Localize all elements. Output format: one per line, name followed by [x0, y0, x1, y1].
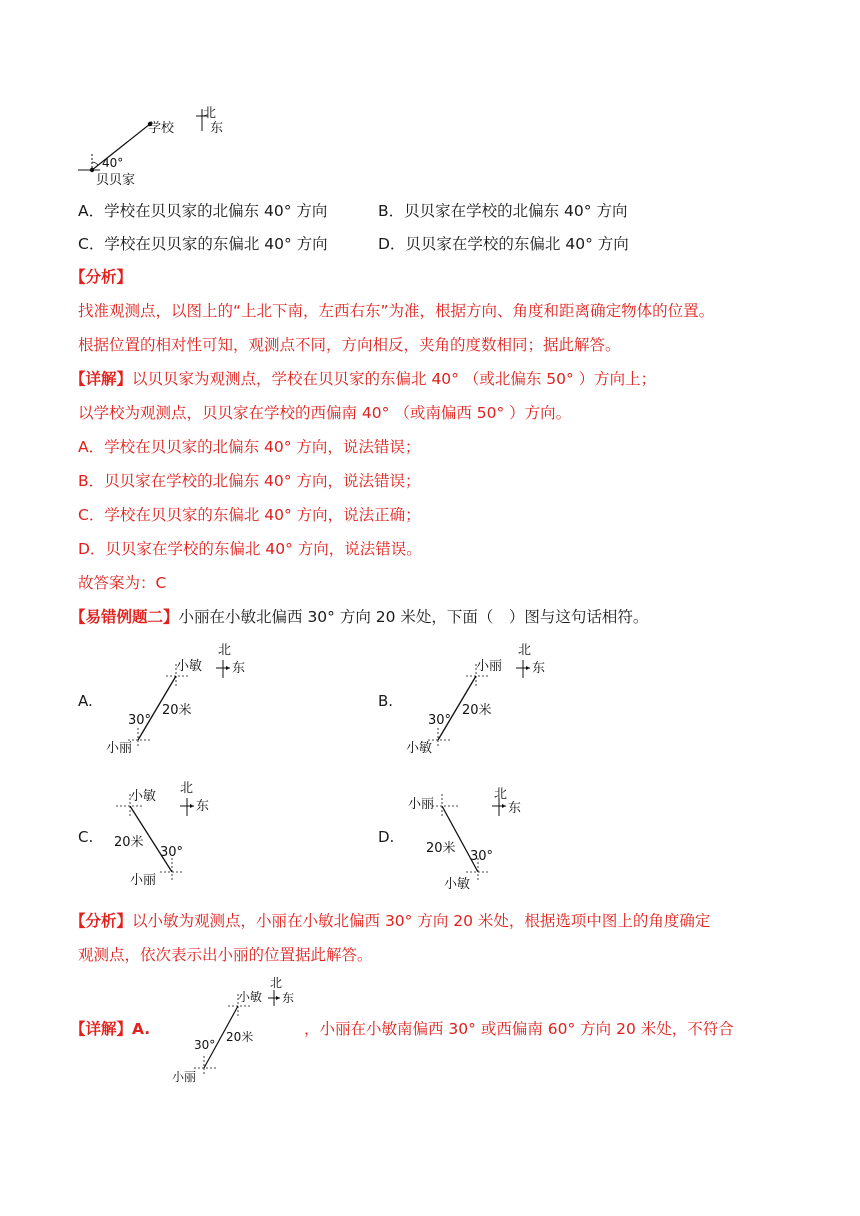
detail-text-1: 以贝贝家为观测点，学校在贝贝家的东偏北 40° （或北偏东 50° ）方向上； [132, 370, 657, 388]
label-school: 学校 [148, 121, 175, 136]
option-c: C．学校在贝贝家的东偏北 40° 方向 [78, 235, 328, 253]
detail-line-1 [70, 368, 656, 390]
fig-d-letter: D. [378, 828, 395, 846]
figure-option-b [400, 640, 570, 760]
detail-fig-dist: 20米 [226, 1030, 254, 1044]
fig-a-north: 北 [218, 643, 232, 658]
figure-option-d [406, 778, 576, 898]
fig-c-angle: 30° [160, 845, 184, 860]
figure-detail-a [168, 976, 318, 1086]
fig-a-dist: 20米 [162, 703, 192, 718]
fig-d-east: 东 [508, 801, 522, 816]
detail-option-a: A．学校在贝贝家的北偏东 40° 方向，说法错误； [78, 438, 421, 456]
figure-school-home [76, 104, 236, 194]
analysis-line-2: 根据位置的相对性可知，观测点不同，方向相反，夹角的度数相同；据此解答。 [78, 336, 621, 354]
detail-2-heading-line [70, 1018, 150, 1040]
question-2-text: 小丽在小敏北偏西 30° 方向 20 米处，下面（ ）图与这句话相符。 [178, 608, 649, 626]
fig-a-top: 小敏 [176, 659, 203, 674]
figure-option-c [110, 778, 280, 898]
analysis-heading: 【分析】 [70, 268, 133, 286]
option-d: D．贝贝家在学校的东偏北 40° 方向 [378, 235, 629, 253]
fig-b-bottom: 小敏 [406, 741, 433, 756]
fig-d-north: 北 [494, 787, 508, 802]
option-a: A．学校在贝贝家的北偏东 40° 方向 [78, 202, 328, 220]
label-north: 北 [203, 106, 217, 121]
figure-option-a [100, 640, 270, 760]
label-home: 贝贝家 [96, 173, 136, 188]
fig-b-letter: B. [378, 692, 394, 710]
fig-a-east: 东 [232, 661, 246, 676]
fig-b-east: 东 [532, 661, 546, 676]
detail-fig-top: 小敏 [238, 990, 263, 1004]
question-2-heading: 【易错例题二】 [70, 608, 179, 626]
fig-d-dist: 20米 [426, 841, 456, 856]
detail-fig-north: 北 [270, 976, 283, 990]
detail-fig-angle: 30° [194, 1038, 216, 1052]
analysis-2-line-1 [70, 910, 710, 932]
fig-d-bottom: 小敏 [444, 877, 471, 892]
fig-c-top: 小敏 [130, 789, 157, 804]
detail-heading: 【详解】 [70, 370, 133, 388]
detail-fig-bottom: 小丽 [172, 1070, 197, 1084]
analysis-2-heading: 【分析】 [70, 912, 133, 930]
fig-a-angle: 30° [128, 713, 152, 728]
fig-c-east: 东 [196, 799, 210, 814]
detail-line-2: 以学校为观测点，贝贝家在学校的西偏南 40° （或南偏西 50° ）方向。 [78, 404, 572, 422]
fig-c-north: 北 [180, 781, 194, 796]
answer: 故答案为：C [78, 574, 167, 592]
detail-fig-east: 东 [282, 991, 295, 1005]
analysis-line-1: 找准观测点，以图上的“上北下南，左西右东”为准，根据方向、角度和距离确定物体的位置。 [78, 302, 715, 320]
analysis-2-line-2: 观测点，依次表示出小丽的位置据此解答。 [78, 946, 373, 964]
fig-c-dist: 20米 [114, 835, 144, 850]
fig-a-bottom: 小丽 [106, 741, 133, 756]
label-east: 东 [210, 121, 224, 136]
detail-option-d: D．贝贝家在学校的东偏北 40° 方向，说法错误。 [78, 540, 422, 558]
detail-2-heading: 【详解】 [70, 1020, 133, 1038]
fig-b-dist: 20米 [462, 703, 492, 718]
detail-2-letter: A. [132, 1020, 151, 1038]
fig-d-top: 小丽 [408, 797, 435, 812]
fig-b-angle: 30° [428, 713, 452, 728]
detail-option-b: B．贝贝家在学校的北偏东 40° 方向，说法错误； [78, 472, 421, 490]
fig-b-north: 北 [518, 643, 532, 658]
question-2 [70, 606, 648, 628]
analysis-2-text-1: 以小敏为观测点，小丽在小敏北偏西 30° 方向 20 米处，根据选项中图上的角度确定 [132, 912, 711, 930]
figure-option-d-lines [406, 778, 576, 898]
fig-d-angle: 30° [470, 849, 494, 864]
detail-option-c: C．学校在贝贝家的东偏北 40° 方向，说法正确； [78, 506, 421, 524]
detail-2-text: ，小丽在小敏南偏西 30° 或西偏南 60° 方向 20 米处，不符合 [304, 1020, 734, 1038]
option-b: B．贝贝家在学校的北偏东 40° 方向 [378, 202, 628, 220]
fig-a-letter: A. [78, 692, 93, 710]
fig-c-letter: C. [78, 828, 94, 846]
label-angle-40: 40° [102, 156, 124, 170]
fig-b-top: 小丽 [476, 659, 503, 674]
fig-c-bottom: 小丽 [130, 873, 157, 888]
